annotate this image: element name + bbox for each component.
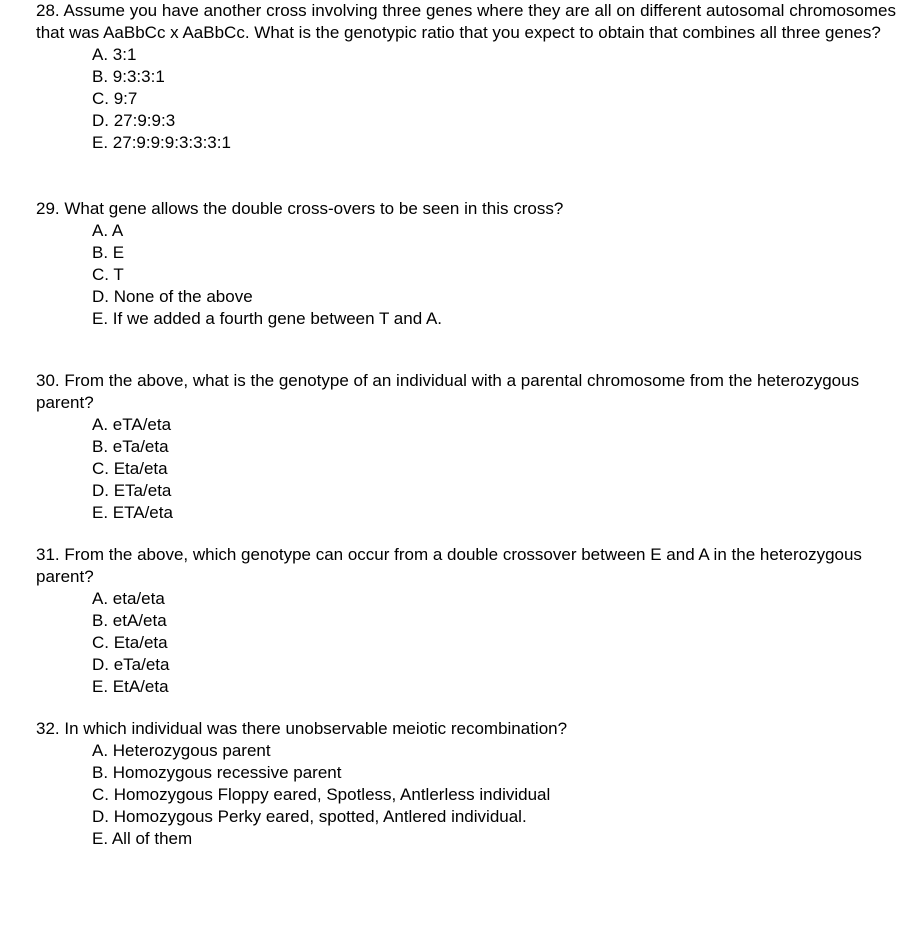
- option-e: E. 27:9:9:9:3:3:3:1: [92, 133, 231, 152]
- option-b: B. Homozygous recessive parent: [92, 763, 342, 782]
- option-list: [36, 740, 896, 850]
- option-d: D. None of the above: [92, 287, 253, 306]
- option-e: E. EtA/eta: [92, 677, 169, 696]
- question-stem: 32. In which individual was there unobservable meiotic recombination?: [36, 719, 568, 738]
- option-list: [36, 220, 896, 330]
- question-28: [36, 0, 896, 154]
- question-32: [36, 718, 896, 850]
- option-d: D. 27:9:9:3: [92, 111, 176, 130]
- option-a: A. eTA/eta: [92, 415, 172, 434]
- question-stem: 31. From the above, which genotype can occur from a double crossover between E and A in the heterozygous parent?: [36, 545, 862, 586]
- option-b: B. etA/eta: [92, 611, 167, 630]
- question-stem: 29. What gene allows the double cross-overs to be seen in this cross?: [36, 199, 564, 218]
- option-c: C. 9:7: [92, 89, 138, 108]
- option-e: E. All of them: [92, 829, 193, 848]
- option-c: C. Eta/eta: [92, 633, 168, 652]
- option-d: D. eTa/eta: [92, 655, 170, 674]
- option-a: A. A: [92, 221, 124, 240]
- option-list: [36, 44, 896, 154]
- option-b: B. E: [92, 243, 125, 262]
- option-b: B. 9:3:3:1: [92, 67, 165, 86]
- question-stem: 28. Assume you have another cross involving three genes where they are all on different autosomal chromosomes that was AaBbCc x AaBbCc. What is the genotypic ratio that you expect to obtain that combines all three genes?: [36, 1, 896, 42]
- question-30: [36, 370, 896, 524]
- option-b: B. eTa/eta: [92, 437, 169, 456]
- option-list: [36, 414, 896, 524]
- option-c: C. Eta/eta: [92, 459, 168, 478]
- option-e: E. If we added a fourth gene between T and A.: [92, 309, 443, 328]
- option-a: A. 3:1: [92, 45, 137, 64]
- option-d: D. Homozygous Perky eared, spotted, Antlered individual.: [92, 807, 527, 826]
- question-31: [36, 544, 896, 698]
- option-e: E. ETA/eta: [92, 503, 173, 522]
- option-d: D. ETa/eta: [92, 481, 172, 500]
- option-a: A. Heterozygous parent: [92, 741, 271, 760]
- option-a: A. eta/eta: [92, 589, 165, 608]
- option-c: C. Homozygous Floppy eared, Spotless, Antlerless individual: [92, 785, 551, 804]
- option-c: C. T: [92, 265, 124, 284]
- question-29: [36, 198, 896, 330]
- question-stem: 30. From the above, what is the genotype of an individual with a parental chromosome from the heterozygous parent?: [36, 371, 860, 412]
- option-list: [36, 588, 896, 698]
